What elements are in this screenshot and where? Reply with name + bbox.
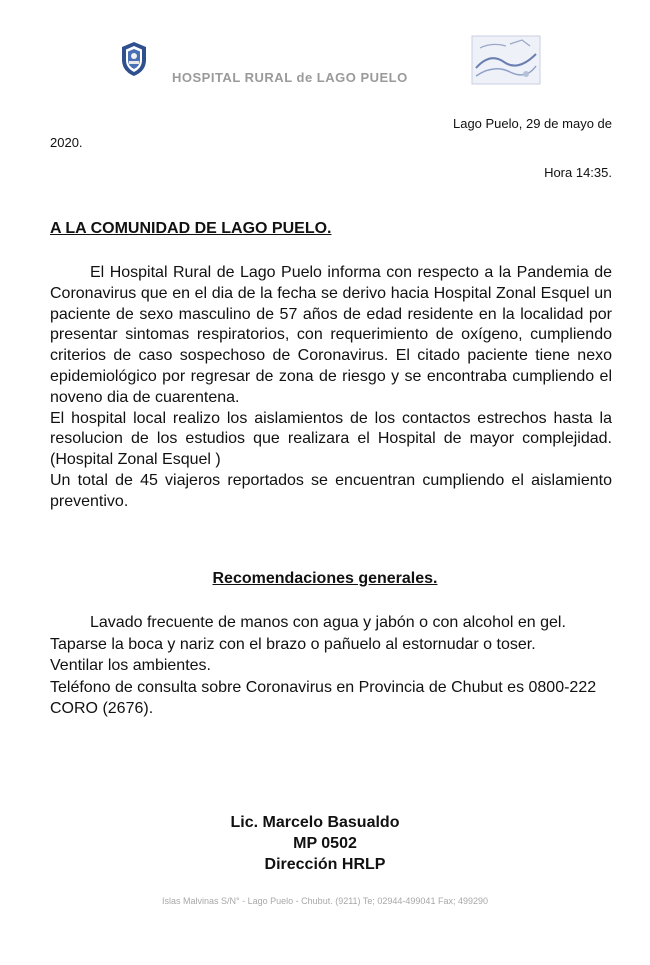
paragraph: El hospital local realizo los aislamientos de los contactos estrechos hasta la resolucion de los estudios que realizara el Hospital de mayor complejidad. (Hospital Zonal Esquel ) [50, 409, 612, 469]
signer-role: Dirección HRLP [264, 856, 386, 873]
hospital-name: HOSPITAL RURAL de LAGO PUELO [172, 70, 408, 85]
recommendations-heading: Recomendaciones generales. [212, 570, 438, 587]
date-year: 2020. [50, 135, 83, 150]
document-heading: A LA COMUNIDAD DE LAGO PUELO. [50, 220, 332, 237]
date-line: Lago Puelo, 29 de mayo de [452, 116, 612, 131]
provincial-seal-icon [118, 40, 150, 78]
recommendation-item: Teléfono de consulta sobre Coronavirus en Provincia de Chubut es 0800-222 CORO (2676). [50, 678, 597, 717]
recommendations-list [50, 612, 612, 720]
recommendation-item: Ventilar los ambientes. [50, 657, 211, 674]
signer-license: MP 0502 [293, 835, 357, 852]
body-text [50, 263, 612, 513]
paragraph: El Hospital Rural de Lago Puelo informa con respecto a la Pandemia de Coronavirus que en el dia de la fecha se derivo hacia Hospital Zonal Esquel un paciente de sexo masculino de 57 años de edad residente en la localidad por presentar sintomas respiratorios, con requerimiento de oxígeno, cumpliendo criterios de caso sospechoso de Coronavirus. El citado paciente tiene nexo epidemiológico por regresar de zona de riesgo y se encontraba cumpliendo el noveno dia de cuarentena. [50, 264, 612, 406]
signature-block [0, 812, 650, 875]
hospital-logo-icon [470, 34, 542, 86]
recommendation-item: Lavado frecuente de manos con agua y jabón o con alcohol en gel. [90, 614, 566, 631]
footer-address: Islas Malvinas S/N° - Lago Puelo - Chubut. (9211) Te; 02944-499041 Fax; 499290 [162, 896, 488, 906]
time-stamp: Hora 14:35. [544, 165, 612, 180]
paragraph: Un total de 45 viajeros reportados se encuentran cumpliendo el aislamiento preventivo. [50, 471, 612, 510]
letterhead [0, 0, 650, 100]
signer-name: Lic. Marcelo Basualdo [230, 814, 400, 831]
recommendation-item: Taparse la boca y nariz con el brazo o pañuelo al estornudar o toser. [50, 635, 536, 653]
